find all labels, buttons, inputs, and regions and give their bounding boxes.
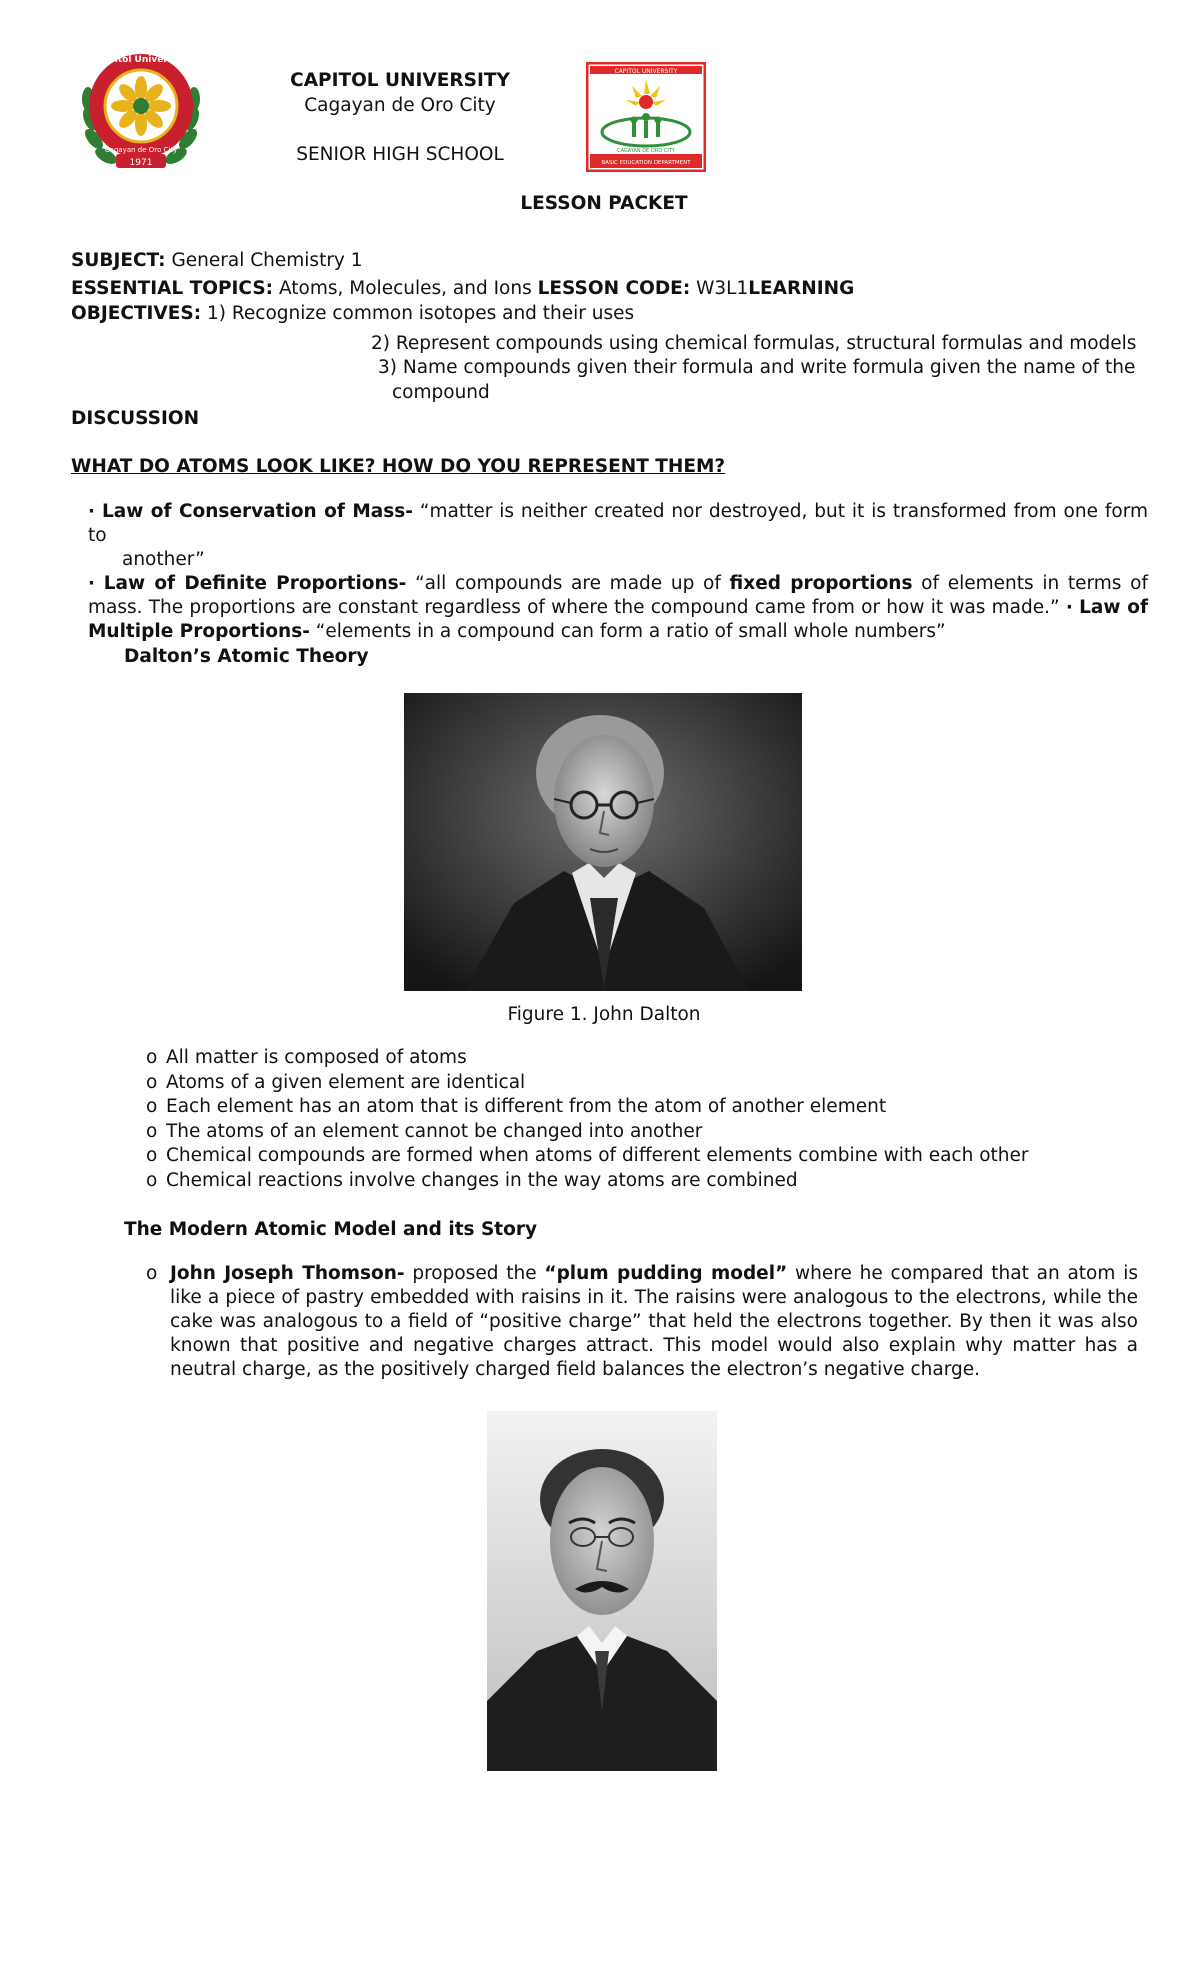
bullet-dot: · [88, 501, 96, 522]
dalton-heading: Dalton’s Atomic Theory [124, 646, 369, 667]
learning-label: LEARNING [748, 278, 855, 299]
law-1-term: Law of Conservation of Mass- [101, 501, 413, 522]
list-item-text: All matter is composed of atoms [166, 1047, 467, 1068]
discussion-heading: DISCUSSION [71, 408, 200, 429]
objective-3-continued: compound [392, 382, 490, 403]
laws-section [88, 500, 1148, 644]
law-2-text-b: of elements in terms of mass. The proportions are constant regardless of where the compound came from or how it was made.” [88, 573, 1148, 618]
plum-pudding-model: “plum pudding model” [544, 1263, 788, 1284]
lesson-code-value: W3L1 [696, 278, 749, 299]
basic-education-department-logo [586, 62, 706, 172]
law-1-text-continued: another” [122, 549, 205, 570]
dalton-theory-list [146, 1046, 1029, 1193]
law-3-text: “elements in a compound can form a ratio of small whole numbers” [315, 621, 946, 642]
law-2-bold: fixed proportions [729, 573, 913, 594]
svg-text:BASIC EDUCATION DEPARTMENT: BASIC EDUCATION DEPARTMENT [601, 160, 691, 166]
list-marker: o [146, 1145, 158, 1166]
objective-2: 2) Represent compounds using chemical formulas, structural formulas and models [371, 333, 1137, 354]
law-definite-proportions [88, 572, 1148, 644]
subject-line [71, 250, 363, 271]
figure-1-caption: Figure 1. John Dalton [507, 1004, 701, 1025]
svg-text:CAGAYAN DE ORO CITY: CAGAYAN DE ORO CITY [617, 148, 675, 154]
thomson-text [170, 1262, 1138, 1382]
thomson-paragraph [146, 1262, 1138, 1382]
list-marker: o [146, 1096, 158, 1117]
svg-text:CAPITOL UNIVERSITY: CAPITOL UNIVERSITY [614, 68, 678, 75]
thomson-text-a: proposed the [412, 1263, 537, 1284]
topics-line [71, 278, 854, 299]
objective-1: 1) Recognize common isotopes and their uses [207, 303, 635, 324]
list-item [146, 1071, 1029, 1096]
topics-label: ESSENTIAL TOPICS: [71, 278, 274, 299]
list-item-text: Chemical compounds are formed when atoms of different elements combine with each other [166, 1145, 1029, 1166]
list-marker: o [146, 1071, 158, 1093]
svg-text:Cagayan de Oro City: Cagayan de Oro City [104, 146, 178, 154]
list-item-text: Each element has an atom that is different from the atom of another element [166, 1096, 887, 1117]
list-marker: o [146, 1120, 158, 1142]
lesson-code-label: LESSON CODE: [537, 278, 691, 299]
thomson-name: John Joseph Thomson- [170, 1263, 405, 1284]
list-marker: o [146, 1263, 158, 1284]
svg-text:Capitol University: Capitol University [95, 55, 187, 65]
law-3-term: Law of Multiple Proportions- [88, 597, 1148, 642]
objective-3: 3) Name compounds given their formula and write formula given the name of the [378, 357, 1136, 378]
subject-label: SUBJECT: [71, 250, 166, 271]
bullet-dot: · [1065, 597, 1073, 618]
modern-model-heading: The Modern Atomic Model and its Story [124, 1219, 538, 1240]
list-item [146, 1144, 1029, 1169]
thomson-text-b: where he compared that an atom is like a piece of pastry embedded with raisins in it. The raisins were analogous to the electrons, while the cake was analogous to a field of “positive charge” that held the electrons together. By then it was also known that positive and negative charges attract. This model would also explain why matter has a neutral charge, as the positively charged field balances the electron’s negative charge. [170, 1263, 1138, 1380]
list-item-text: Chemical reactions involve changes in the way atoms are combined [166, 1169, 798, 1191]
list-item [146, 1120, 1029, 1145]
list-item-text: Atoms of a given element are identical [166, 1071, 526, 1093]
list-item-text: The atoms of an element cannot be changed into another [166, 1120, 703, 1142]
law-2-text-a: “all compounds are made up of [415, 573, 721, 594]
john-joseph-thomson-photo [487, 1411, 717, 1771]
topics-value: Atoms, Molecules, and Ions [278, 278, 532, 299]
university-city: Cagayan de Oro City [304, 95, 496, 116]
law-2-term: Law of Definite Proportions- [103, 573, 407, 594]
list-item [146, 1169, 1029, 1194]
subject-value: General Chemistry 1 [171, 250, 363, 271]
john-dalton-photo [404, 693, 802, 991]
lesson-packet-title: LESSON PACKET [520, 193, 688, 214]
list-item [146, 1095, 1029, 1120]
list-item [146, 1046, 1029, 1071]
discussion-question: WHAT DO ATOMS LOOK LIKE? HOW DO YOU REPRESENT THEM? [71, 456, 726, 477]
law-conservation-mass [88, 500, 1148, 548]
bullet-dot: · [88, 573, 96, 594]
objectives-line [71, 303, 634, 324]
list-marker: o [146, 1169, 158, 1191]
list-marker: o [146, 1047, 158, 1068]
objectives-label: OBJECTIVES: [71, 303, 202, 324]
school-name: SENIOR HIGH SCHOOL [296, 144, 504, 165]
svg-text:1971: 1971 [129, 158, 153, 168]
university-name: CAPITOL UNIVERSITY [290, 70, 510, 91]
law-1-text: “matter is neither created nor destroyed, but it is transformed from one form to [88, 501, 1148, 546]
